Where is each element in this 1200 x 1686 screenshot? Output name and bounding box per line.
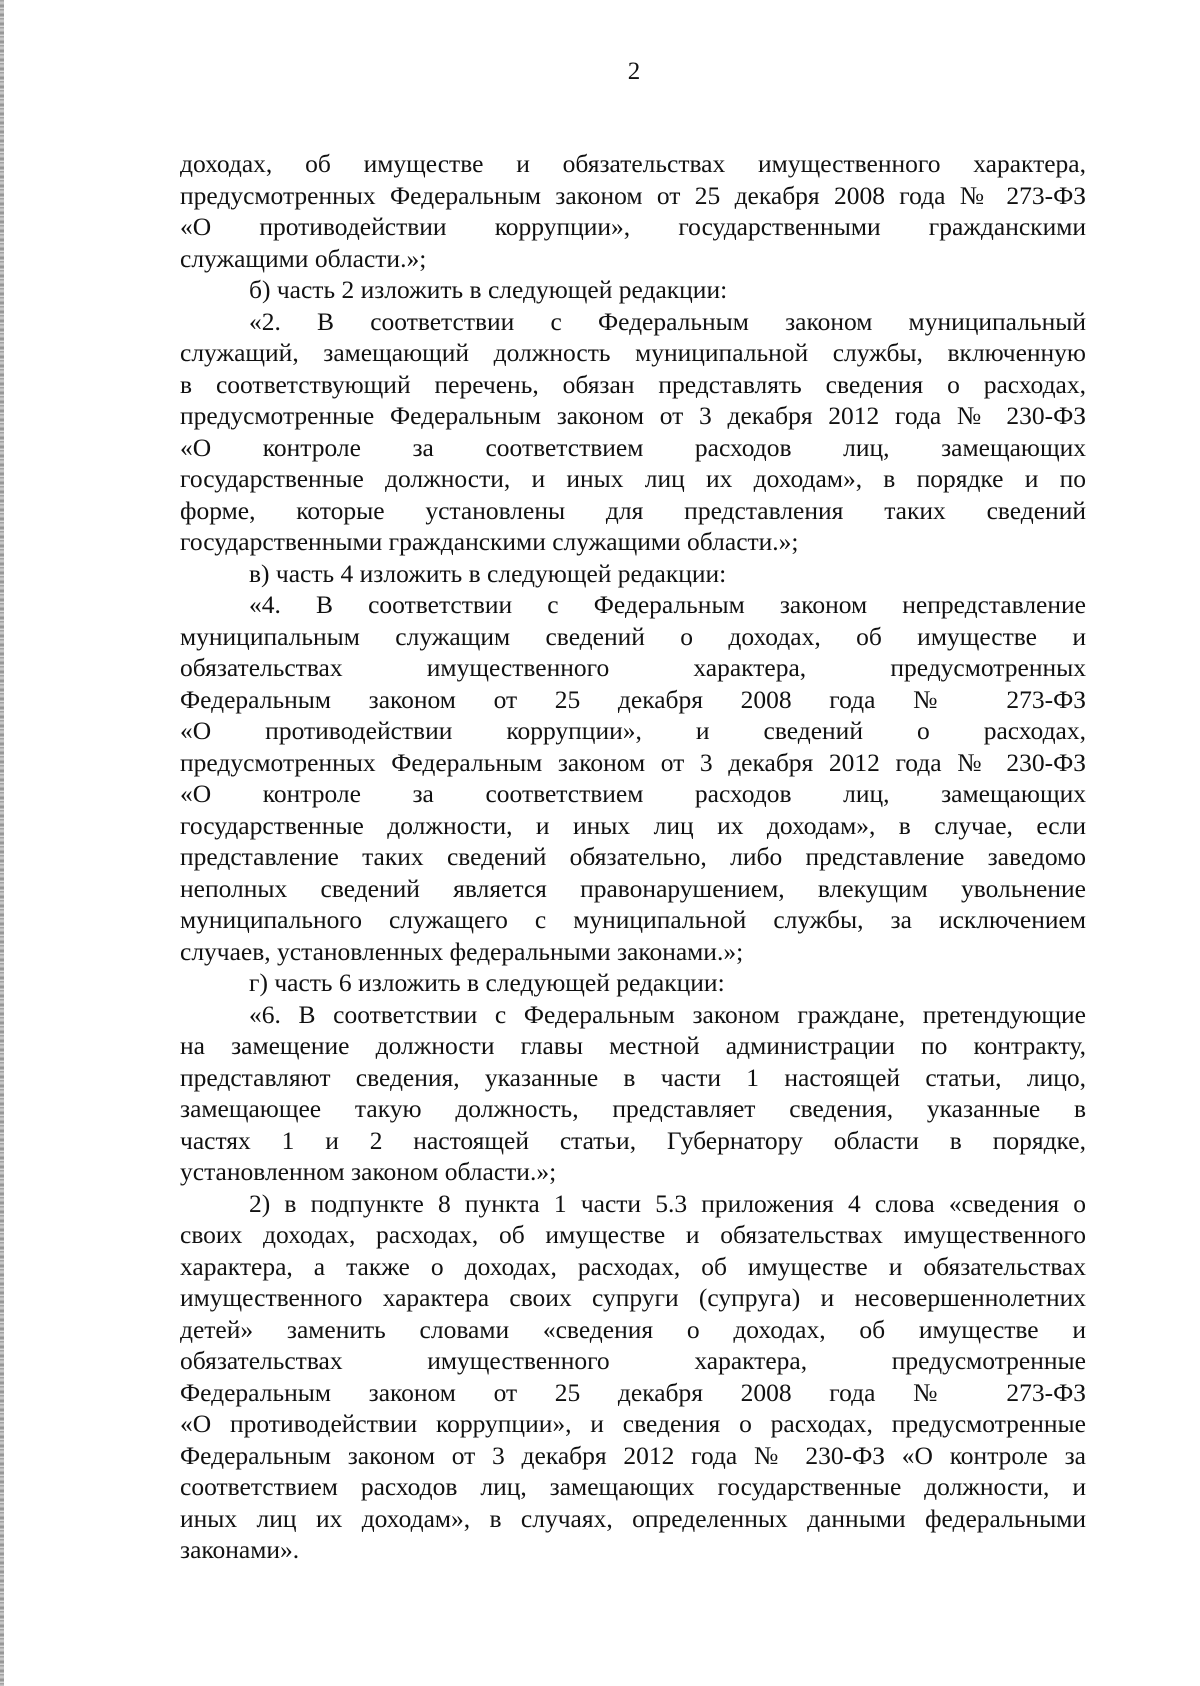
text-line: в соответствующий перечень, обязан представлять сведения о расходах, [180,369,1086,399]
paragraph-part-4-text [180,589,1086,967]
text-line: предусмотренных Федеральным законом от 3 декабря 2012 года № 230-ФЗ [180,747,1086,777]
text-line: «6. В соответствии с Федеральным законом граждане, претендующие [249,999,1086,1029]
text-line: «О противодействии коррупции», и сведений о расходах, [180,716,1086,745]
text-line: обязательствах имущественного характера, предусмотренных [180,653,1086,682]
text-line: предусмотренные Федеральным законом от 3 декабря 2012 года № 230-ФЗ [180,401,1086,430]
text-line: служащими области.»; [180,243,427,273]
text-line: законами». [180,1535,300,1564]
text-line: замещающее такую должность, представляет сведения, указанные в [180,1094,1086,1123]
text-line: муниципального служащего с муниципальной службы, за исключением [180,905,1086,934]
text-line: своих доходах, расходах, об имуществе и обязательствах имущественного [180,1220,1086,1249]
text-line: на замещение должности главы местной администрации по контракту, [180,1031,1086,1060]
text-line: «О противодействии коррупции», и сведения о расходах, предусмотренные [180,1409,1086,1438]
paragraph-item-g [180,967,1086,999]
text-line: предусмотренных Федеральным законом от 25 декабря 2008 года № 273-ФЗ [180,180,1086,210]
text-line: имущественного характера своих супруги (супруга) и несовершеннолетних [180,1283,1086,1312]
text-line: обязательствах имущественного характера, предусмотренные [180,1346,1086,1375]
text-line: частях 1 и 2 настоящей статьи, Губернатору области в порядке, [180,1125,1086,1155]
text-line: в) часть 4 изложить в следующей редакции: [249,558,727,588]
text-line: б) часть 2 изложить в следующей редакции: [249,275,728,304]
paragraph-continuation [180,148,1086,274]
text-line: соответствием расходов лиц, замещающих государственные должности, и [180,1472,1086,1501]
text-line: государственные должности, и иных лиц их доходам», в случае, если [180,810,1086,840]
paragraph-item-v [180,558,1086,590]
text-line: муниципальным служащим сведений о доходах, об имуществе и [180,621,1086,651]
text-line: «О противодействии коррупции», государственными гражданскими [180,212,1086,241]
text-line: 2) в подпункте 8 пункта 1 части 5.3 приложения 4 слова «сведения о [249,1188,1086,1218]
text-line: государственными гражданскими служащими области.»; [180,527,799,556]
scan-edge [0,0,4,1686]
text-line: представляют сведения, указанные в части 1 настоящей статьи, лицо, [180,1062,1086,1092]
text-line: государственные должности, и иных лиц их доходам», в порядке и по [180,464,1086,493]
text-line: представление таких сведений обязательно, либо представление заведомо [180,842,1086,871]
text-line: «О контроле за соответствием расходов лиц, замещающих [180,779,1086,808]
text-line: служащий, замещающий должность муниципальной службы, включенную [180,338,1086,367]
paragraph-part-6-text [180,999,1086,1188]
text-line: форме, которые установлены для представления таких сведений [180,495,1086,525]
text-line: детей» заменить словами «сведения о доходах, об имуществе и [180,1314,1086,1344]
text-line: Федеральным законом от 25 декабря 2008 года № 273-ФЗ [180,684,1086,714]
text-line: Федеральным законом от 25 декабря 2008 года № 273-ФЗ [180,1377,1086,1407]
text-line: «4. В соответствии с Федеральным законом непредставление [249,590,1086,619]
text-line: доходах, об имуществе и обязательствах имущественного характера, [180,149,1086,178]
page-number: 2 [627,58,641,85]
text-line: характера, а также о доходах, расходах, об имуществе и обязательствах [180,1251,1086,1281]
paragraph-item-2 [180,1188,1086,1566]
document-body [180,148,1086,1566]
paragraph-item-b [180,274,1086,306]
text-line: неполных сведений является правонарушением, влекущим увольнение [180,873,1086,903]
text-line: случаев, установленных федеральными законами.»; [180,936,744,966]
text-line: иных лиц их доходам», в случаях, определенных данными федеральными [180,1503,1086,1533]
text-line: установленном законом области.»; [180,1157,557,1186]
paragraph-part-2-text [180,306,1086,558]
text-line: «2. В соответствии с Федеральным законом муниципальный [249,306,1086,336]
text-line: Федеральным законом от 3 декабря 2012 года № 230-ФЗ «О контроле за [180,1440,1086,1470]
text-line: «О контроле за соответствием расходов лиц, замещающих [180,432,1086,462]
text-line: г) часть 6 изложить в следующей редакции: [249,968,725,997]
